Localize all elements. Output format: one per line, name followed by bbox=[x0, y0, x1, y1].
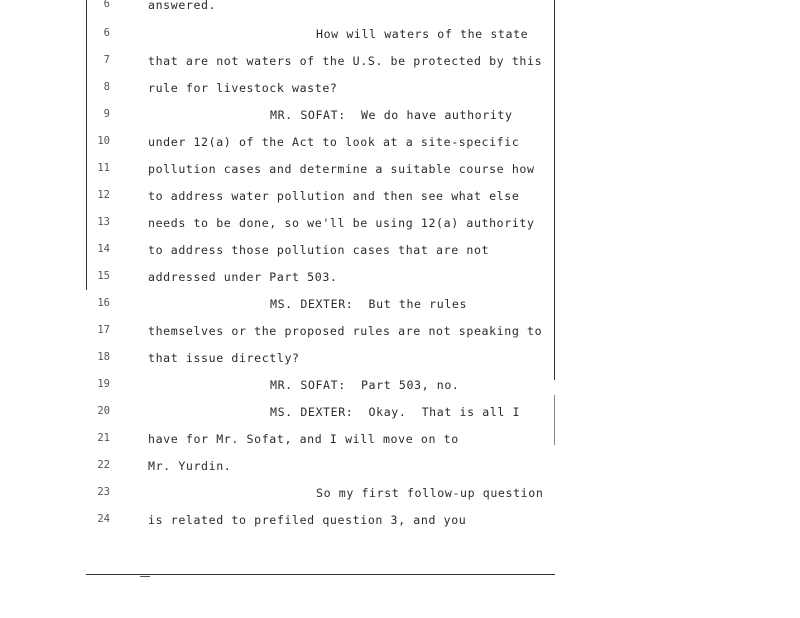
transcript-line bbox=[0, 162, 560, 182]
line-number: 6 bbox=[103, 27, 110, 39]
line-text: MR. SOFAT: Part 503, no. bbox=[270, 378, 460, 392]
line-text: rule for livestock waste? bbox=[148, 81, 338, 95]
transcript-line bbox=[0, 54, 560, 74]
line-number: 20 bbox=[97, 405, 110, 417]
line-text: So my first follow-up question bbox=[316, 486, 544, 500]
line-text: How will waters of the state bbox=[316, 27, 529, 41]
line-number: 15 bbox=[97, 270, 110, 282]
transcript-line bbox=[0, 486, 560, 506]
transcript-line bbox=[0, 27, 560, 47]
line-text: that issue directly? bbox=[148, 351, 300, 365]
transcript-line bbox=[0, 108, 560, 128]
line-number: 21 bbox=[97, 432, 110, 444]
line-text: to address water pollution and then see what else bbox=[148, 189, 520, 203]
line-text: that are not waters of the U.S. be protected by this bbox=[148, 54, 543, 68]
line-number: 23 bbox=[97, 486, 110, 498]
line-number: 16 bbox=[97, 297, 110, 309]
transcript-line bbox=[0, 216, 560, 236]
page-bottom-mark bbox=[140, 576, 150, 577]
page-bottom-border bbox=[86, 574, 555, 575]
transcript-line bbox=[0, 189, 560, 209]
line-text: addressed under Part 503. bbox=[148, 270, 338, 284]
transcript-line bbox=[0, 378, 560, 398]
transcript-line bbox=[0, 135, 560, 155]
line-number: 10 bbox=[97, 135, 110, 147]
line-text: needs to be done, so we'll be using 12(a) authority bbox=[148, 216, 535, 230]
line-text: pollution cases and determine a suitable course how bbox=[148, 162, 535, 176]
transcript-line bbox=[0, 297, 560, 317]
line-number: 9 bbox=[103, 108, 110, 120]
line-number: 6 bbox=[103, 0, 110, 10]
transcript-line bbox=[0, 405, 560, 425]
line-text: MS. DEXTER: Okay. That is all I bbox=[270, 405, 521, 419]
line-text: themselves or the proposed rules are not speaking to bbox=[148, 324, 543, 338]
transcript-line bbox=[0, 432, 560, 452]
line-number: 18 bbox=[97, 351, 110, 363]
line-number: 7 bbox=[103, 54, 110, 66]
line-number: 12 bbox=[97, 189, 110, 201]
line-text: answered. bbox=[148, 0, 217, 12]
transcript-line bbox=[0, 459, 560, 479]
transcript-line bbox=[0, 81, 560, 101]
line-number: 14 bbox=[97, 243, 110, 255]
line-number: 24 bbox=[97, 513, 110, 525]
line-number: 22 bbox=[97, 459, 110, 471]
line-text: to address those pollution cases that are not bbox=[148, 243, 490, 257]
line-number: 11 bbox=[97, 162, 110, 174]
line-number: 17 bbox=[97, 324, 110, 336]
line-text: MR. SOFAT: We do have authority bbox=[270, 108, 513, 122]
line-text: Mr. Yurdin. bbox=[148, 459, 232, 473]
transcript-line bbox=[0, 513, 560, 533]
line-text: under 12(a) of the Act to look at a site-specific bbox=[148, 135, 520, 149]
transcript-line bbox=[0, 270, 560, 290]
line-number: 8 bbox=[103, 81, 110, 93]
line-text: MS. DEXTER: But the rules bbox=[270, 297, 468, 311]
line-text: is related to prefiled question 3, and you bbox=[148, 513, 467, 527]
transcript-line bbox=[0, 351, 560, 371]
line-text: have for Mr. Sofat, and I will move on to bbox=[148, 432, 459, 446]
transcript-line bbox=[0, 0, 560, 20]
line-number: 19 bbox=[97, 378, 110, 390]
transcript-line bbox=[0, 324, 560, 344]
line-number: 13 bbox=[97, 216, 110, 228]
transcript-line bbox=[0, 243, 560, 263]
